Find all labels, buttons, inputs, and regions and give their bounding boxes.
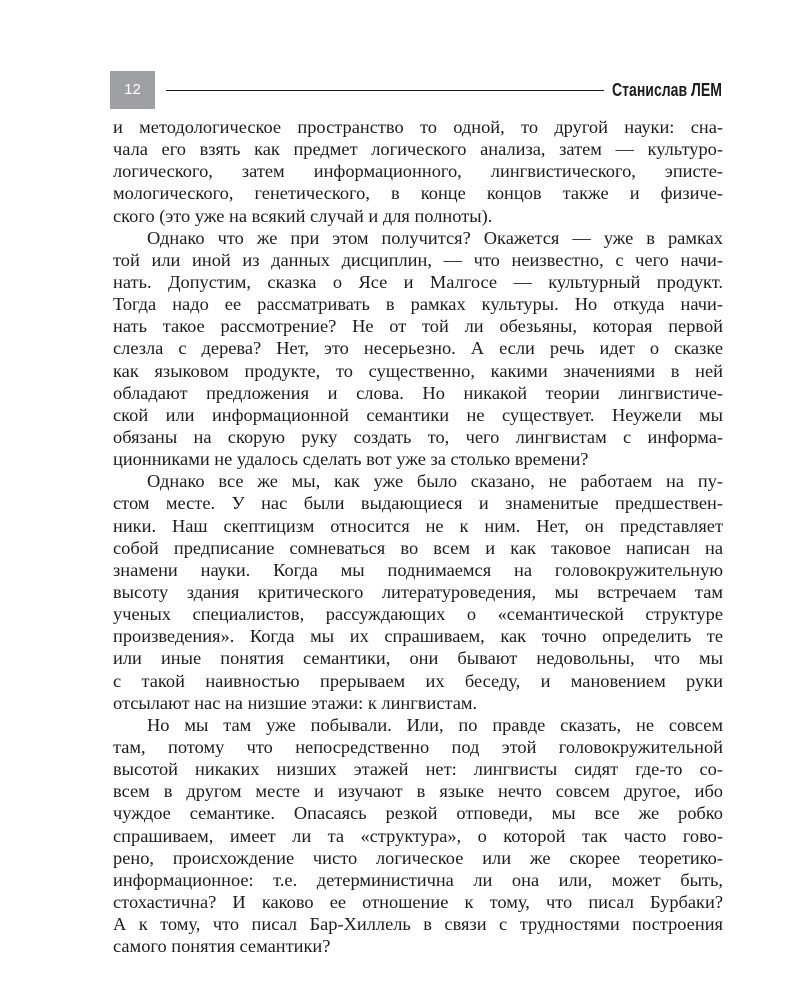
text-line: стохастична? И каково ее отношение к тому, что писал Бурбаки? [113,891,723,912]
text-line: или иные понятия семантики, они бывают недовольны, что мы [113,648,723,669]
text-line: стом месте. У нас были выдающиеся и знаменитые предшествен- [113,493,723,514]
text-line: отсылают нас на низшие этажи: к лингвистам. [113,692,478,713]
text-line: А к тому, что писал Бар-Хиллель в связи с трудностями построения [113,914,723,935]
text-line: нать. Допустим, сказка о Ясе и Малгосе — культурный продукт. [113,271,723,292]
text-line: той или иной из данных дисциплин, — что неизвестно, с чего начи- [113,249,723,270]
text-line: ционниками не удалось сделать вот уже за столько времени? [113,449,589,470]
text-line: собой предписание сомневаться во всем и как таковое написан на [113,537,723,558]
text-line: ники. Наш скептицизм относится не к ним. Нет, он представляет [113,515,723,536]
text-line: слезла с дерева? Нет, это несерьезно. А если речь идет о сказке [113,338,723,359]
text-line: обладают предложения и слова. Но никакой теории лингвистиче- [113,382,723,403]
text-line: высоту здания критического литературоведения, мы встречаем там [113,581,723,602]
text-line: и методологическое пространство то одной, то другой науки: сна- [113,117,723,137]
text-line: как языковом продукте, то существенно, какими значениями в ней [113,360,723,381]
text-line: спрашиваем, имеет ли та «структура», о которой так часто гово- [113,825,723,846]
text-line: обязаны на скорую руку создать то, чего лингвистам с информа- [113,426,723,447]
text-line: ского (это уже на всякий случай и для полноты). [113,205,493,226]
text-line: всем в другом месте и изучают в языке нечто совсем другое, ибо [113,781,723,802]
text-line: произведения». Когда мы их спрашиваем, как точно определить те [113,626,723,647]
text-line: чала его взять как предмет логического анализа, затем — культуро- [113,139,723,160]
text-line: Однако что же при этом получится? Окажется — уже в рамках [147,227,723,248]
text-line: ученых специалистов, рассуждающих о «семантической структуре [113,604,723,625]
text-line: нать такое рассмотрение? Не от той ли обезьяны, которая первой [113,316,723,337]
text-line: Однако все же мы, как уже было сказано, не работаем на пу- [147,471,723,492]
text-line: рено, происхождение чисто логическое или же скорее теоретико- [113,847,723,868]
text-line: знамени науки. Когда мы поднимаемся на головокружительную [113,559,723,580]
text-line: информационное: т.е. детерминистична ли она или, может быть, [113,869,723,890]
text-line: высотой никаких низших этажей нет: лингвисты сидят где-то со- [113,759,723,780]
text-line: Но мы там уже побывали. Или, по правде сказать, не совсем [147,714,723,735]
body-text [113,116,723,957]
running-title: Станислав ЛЕМ [612,80,722,100]
text-line: с такой наивностью прерываем их беседу, и мановением руки [113,670,723,691]
text-line: логического, затем информационного, лингвистического, эписте- [113,161,723,182]
running-header [110,71,722,109]
text-line: ской или информационной семантики не существует. Неужели мы [113,404,723,425]
text-line: Тогда надо ее рассматривать в рамках культуры. Но откуда начи- [113,294,723,315]
text-line: мологического, генетического, в конце концов также и физиче- [113,183,723,204]
text-line: самого понятия семантики? [113,936,331,957]
text-line: там, потому что непосредственно под этой головокружительной [113,736,723,757]
text-line: чуждое семантике. Опасаясь резкой отповеди, мы все же робко [113,803,723,824]
header-rule [166,90,604,91]
page-number: 12 [110,71,155,109]
